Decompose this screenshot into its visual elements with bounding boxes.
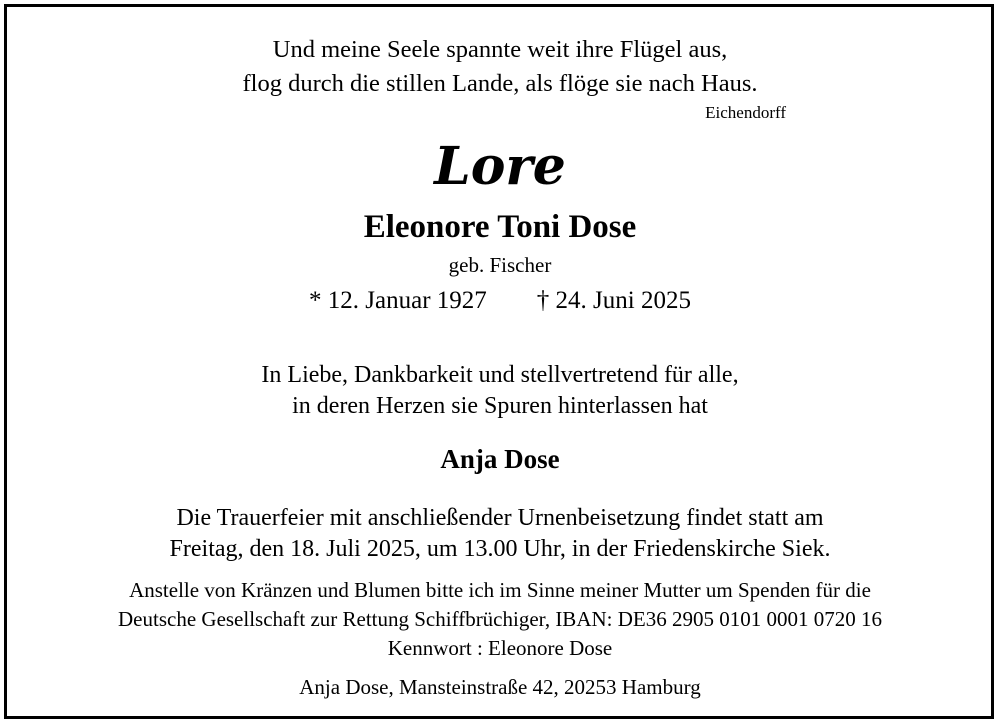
contact-address: Anja Dose, Mansteinstraße 42, 20253 Hamburg xyxy=(299,675,701,699)
deceased-full-name: Eleonore Toni Dose xyxy=(363,209,637,245)
poem-author: Eichendorff xyxy=(705,103,786,122)
birth-date: * 12. Januar 1927 xyxy=(309,287,487,314)
poem-line-1: Und meine Seele spannte weit ihre Flügel aus, xyxy=(272,36,728,63)
poem-line-2: flog durch die stillen Lande, als flöge sie nach Haus. xyxy=(242,70,758,97)
signer-name: Anja Dose xyxy=(440,444,560,474)
donation-keyword: Kennwort : Eleonore Dose xyxy=(387,636,613,660)
donation-line-2: Deutsche Gesellschaft zur Rettung Schiffbrüchiger, IBAN: DE36 2905 0101 0001 0720 16 xyxy=(118,607,882,631)
death-date: † 24. Juni 2025 xyxy=(536,287,691,314)
donation-line-1: Anstelle von Kränzen und Blumen bitte ich im Sinne meiner Mutter um Spenden für die xyxy=(129,578,871,602)
funeral-line-1: Die Trauerfeier mit anschließender Urnenbeisetzung findet statt am xyxy=(176,505,824,531)
deceased-nickname: Lore xyxy=(434,136,566,197)
dedication-line-1: In Liebe, Dankbarkeit und stellvertretend für alle, xyxy=(261,362,739,388)
deceased-birth-name: geb. Fischer xyxy=(448,253,552,277)
dedication-line-2: in deren Herzen sie Spuren hinterlassen hat xyxy=(292,393,708,419)
funeral-line-2: Freitag, den 18. Juli 2025, um 13.00 Uhr, in der Friedenskirche Siek. xyxy=(169,536,831,562)
life-dates xyxy=(0,287,1000,315)
